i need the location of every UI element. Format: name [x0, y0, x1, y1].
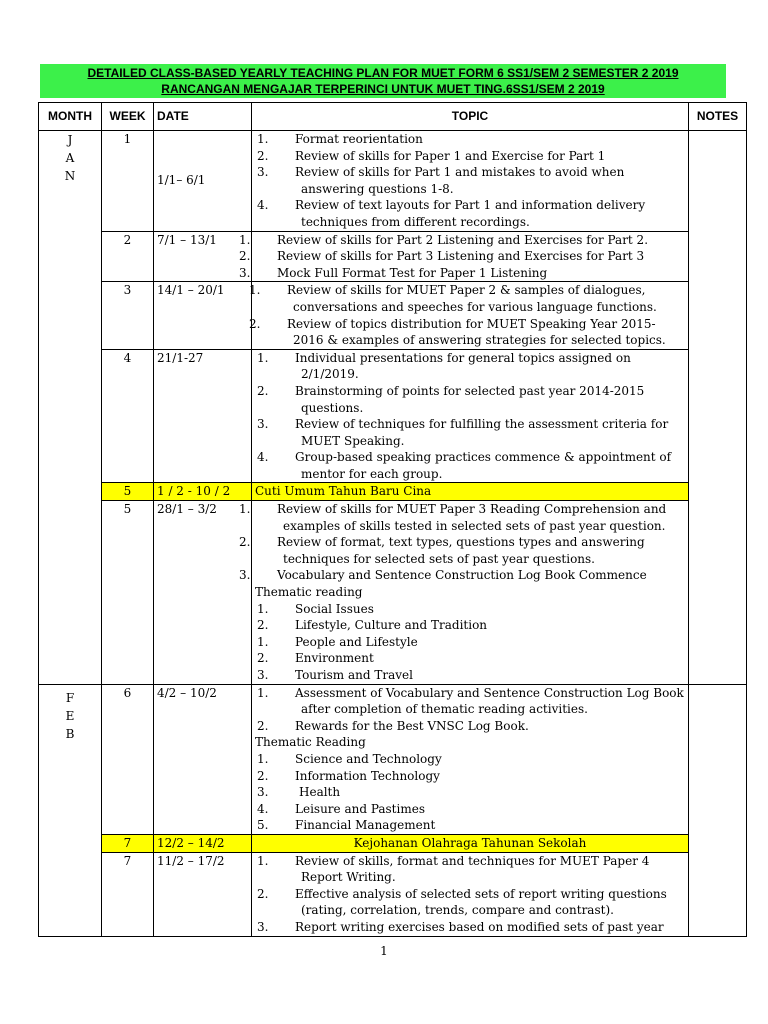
date-cell: 12/2 – 14/2 — [154, 834, 252, 852]
holiday-row — [39, 834, 747, 852]
date-cell: 14/1 – 20/1 — [154, 282, 252, 349]
date-cell: 28/1 – 3/2 — [154, 501, 252, 685]
table-row — [39, 282, 747, 349]
table-row — [39, 231, 747, 282]
week-cell: 6 — [102, 684, 154, 834]
header-month: MONTH — [39, 103, 102, 131]
title-line-2: RANCANGAN MENGAJAR TERPERINCI UNTUK MUET TING.6SS1/SEM 2 2019 — [161, 82, 605, 96]
week-cell: 3 — [102, 282, 154, 349]
topic-cell: 1. Review of skills for MUET Paper 2 & samples of dialogues, conversations and speeches for various language functions. 2. Review of topics distribution for MUET Speaking Year 2015-2016 & examples of answering strategies for selected topics. — [252, 282, 689, 349]
week-cell: 5 — [102, 483, 154, 501]
date-cell: 1 / 2 - 10 / 2 — [154, 483, 252, 501]
week-cell: 4 — [102, 349, 154, 483]
date-cell: 11/2 – 17/2 — [154, 852, 252, 936]
page-number: 1 — [380, 944, 388, 958]
topic-cell: 1. Review of skills, format and techniques for MUET Paper 4 Report Writing. 2. Effective analysis of selected sets of report writing questions (rating, correlation, trends, compare and contrast). 3. Report writing exercises based on modified sets of past year — [252, 852, 689, 936]
topic-cell: 1. Review of skills for MUET Paper 3 Reading Comprehension and examples of skills tested in selected sets of past year question. 2. Review of format, text types, questions types and answering techniques for selected sets of past year questions. 3. Vocabulary and Sentence Construction Log Book Commence Thematic reading 1. Social Issues 2. Lifestyle, Culture and Tradition 1. People and Lifestyle 2. Environment 3. Tourism and Travel — [252, 501, 689, 685]
table-row — [39, 349, 747, 483]
table-row — [39, 501, 747, 685]
header-date: DATE — [154, 103, 252, 131]
teaching-plan-table — [38, 102, 747, 937]
table-header-row — [39, 103, 747, 131]
holiday-label: Kejohanan Olahraga Tahunan Sekolah — [252, 834, 689, 852]
date-cell: 4/2 – 10/2 — [154, 684, 252, 834]
thematic-heading: Thematic Reading — [255, 735, 366, 750]
header-notes: NOTES — [689, 103, 747, 131]
topic-cell: 1. Individual presentations for general topics assigned on 2/1/2019. 2. Brainstorming of points for selected past year 2014-2015 questions. 3. Review of techniques for fulfilling the assessment criteria for MUET Speaking. 4. Group-based speaking practices commence & appointment of mentor for each group. — [252, 349, 689, 483]
week-cell: 7 — [102, 834, 154, 852]
table-row — [39, 131, 747, 232]
holiday-row — [39, 483, 747, 501]
date-cell: 7/1 – 13/1 — [154, 231, 252, 282]
topic-cell: 1. Format reorientation 2. Review of skills for Paper 1 and Exercise for Part 1 3. Review of skills for Part 1 and mistakes to avoid when answering questions 1-8. 4. Review of text layouts for Part 1 and information delivery techniques from different recordings. — [252, 131, 689, 232]
title-line-1: DETAILED CLASS-BASED YEARLY TEACHING PLAN FOR MUET FORM 6 SS1/SEM 2 SEMESTER 2 2019 — [87, 66, 679, 80]
thematic-heading: Thematic reading — [255, 585, 363, 600]
week-cell: 7 — [102, 852, 154, 936]
month-jan: J A N — [39, 131, 102, 685]
document-title — [40, 64, 726, 98]
topic-cell: 1. Assessment of Vocabulary and Sentence Construction Log Book after completion of thematic reading activities. 2. Rewards for the Best VNSC Log Book. Thematic Reading 1. Science and Technology 2. Information Technology 3. Health 4. Leisure and Pastimes 5. Financial Management — [252, 684, 689, 834]
table-row — [39, 684, 747, 834]
header-topic: TOPIC — [252, 103, 689, 131]
topic-cell: 1. Review of skills for Part 2 Listening and Exercises for Part 2. 2. Review of skills for Part 3 Listening and Exercises for Part 3 3. Mock Full Format Test for Paper 1 Listening — [252, 231, 689, 282]
week-cell: 2 — [102, 231, 154, 282]
date-cell: 1/1– 6/1 — [154, 131, 252, 232]
notes-cell — [689, 684, 747, 936]
month-feb: F E B — [39, 684, 102, 936]
header-week: WEEK — [102, 103, 154, 131]
week-cell: 5 — [102, 501, 154, 685]
table-row — [39, 852, 747, 936]
holiday-label: Cuti Umum Tahun Baru Cina — [252, 483, 689, 501]
date-cell: 21/1-27 — [154, 349, 252, 483]
notes-cell — [689, 131, 747, 685]
week-cell: 1 — [102, 131, 154, 232]
